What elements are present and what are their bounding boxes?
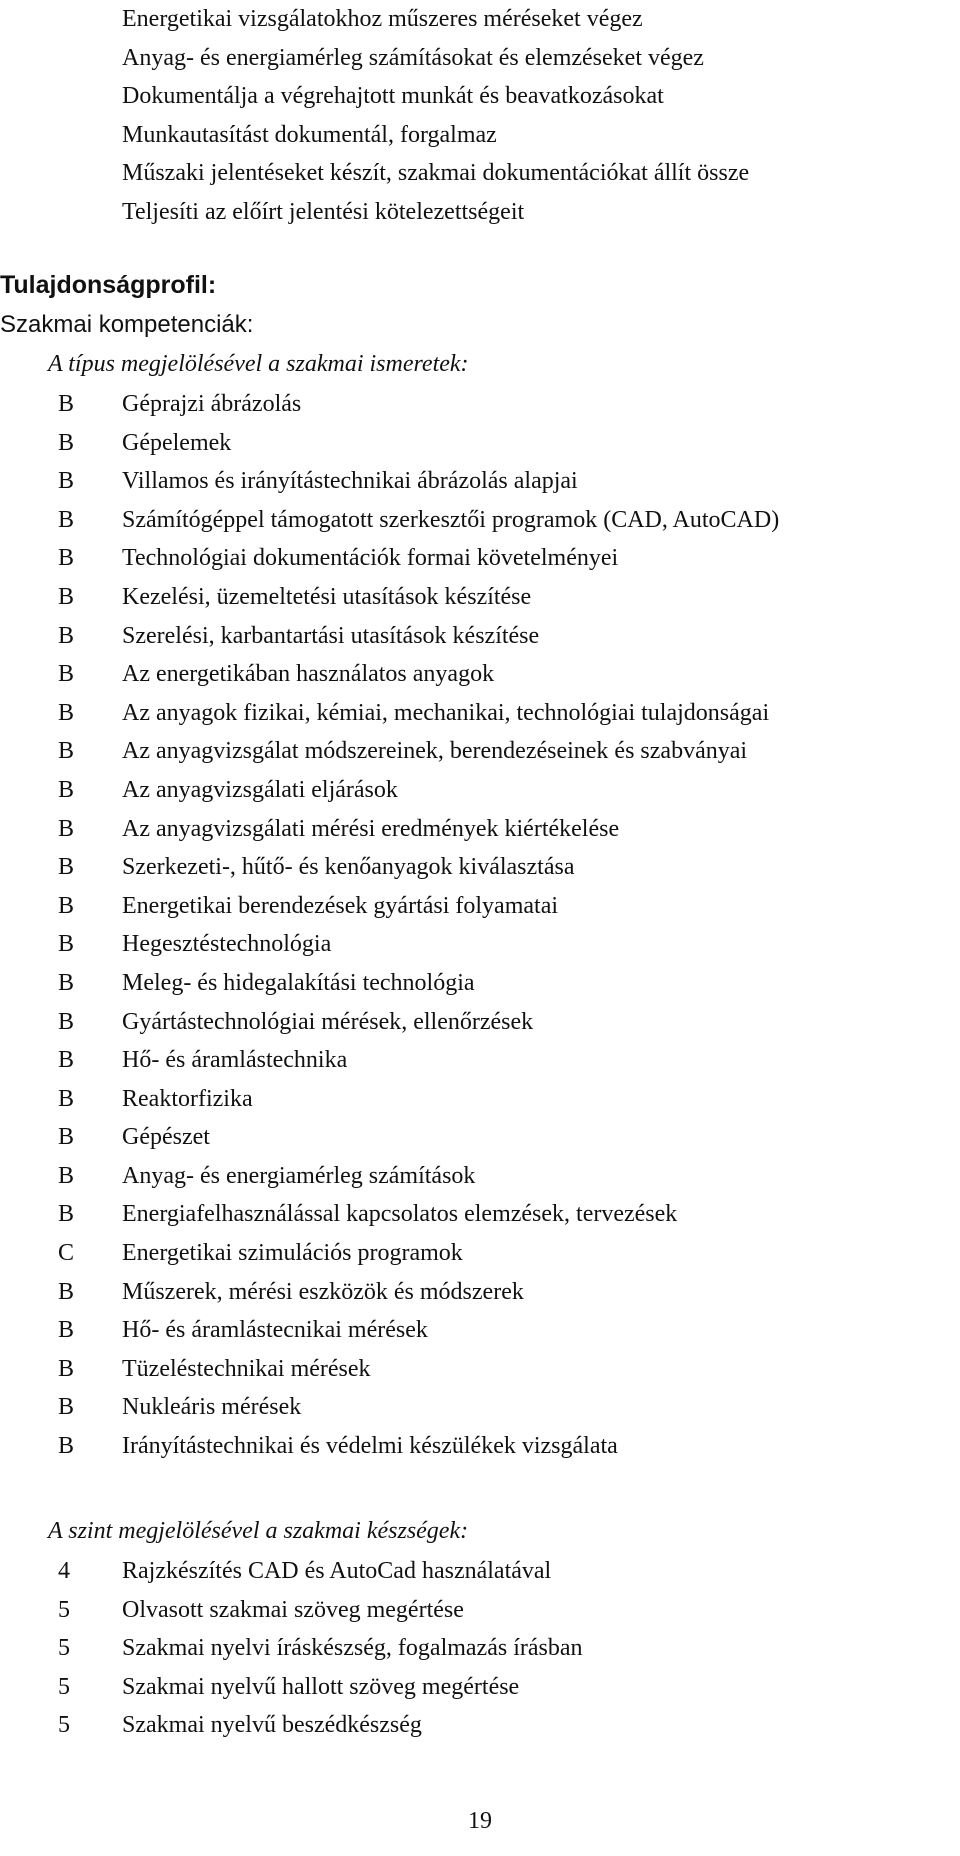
knowledge-text: Gépelemek [122,429,232,456]
knowledge-code: B [58,506,75,533]
knowledge-text: Hő- és áramlástecnikai mérések [122,1317,428,1344]
knowledge-code: B [58,1085,75,1112]
knowledge-code: B [58,429,75,456]
knowledge-item [0,848,960,887]
knowledge-text: Hő- és áramlástechnika [122,1047,348,1074]
knowledge-section-title: A típus megjelölésével a szakmai ismeretek: [48,351,469,377]
knowledge-item [0,964,960,1003]
knowledge-code: B [58,1047,75,1074]
knowledge-code: B [58,1124,75,1151]
profile-heading: Tulajdonságprofil: [0,271,217,299]
skill-text: Szakmai nyelvű hallott szöveg megértése [122,1673,520,1700]
skill-level: 4 [58,1558,70,1584]
knowledge-text: Kezelési, üzemeltetési utasítások készítése [122,583,532,610]
knowledge-text: Gépészet [122,1124,210,1151]
knowledge-text: Az anyagok fizikai, kémiai, mechanikai, technológiai tulajdonságai [122,699,770,726]
intro-line: Műszaki jelentéseket készít, szakmai dokumentációkat állít össze [122,160,750,187]
knowledge-item [0,1311,960,1350]
knowledge-code: C [58,1240,75,1267]
knowledge-code: B [58,1355,75,1382]
knowledge-item [0,655,960,694]
intro-line: Energetikai vizsgálatokhoz műszeres méréseket végez [122,6,643,32]
knowledge-item [0,617,960,656]
knowledge-code: B [58,583,75,610]
knowledge-text: Tüzeléstechnikai mérések [122,1355,371,1382]
knowledge-text: Reaktorfizika [122,1085,253,1112]
knowledge-item [0,1234,960,1273]
intro-line: Munkautasítást dokumentál, forgalmaz [122,121,497,148]
knowledge-code: B [58,1317,75,1344]
skill-item [0,1552,960,1591]
knowledge-text: Az anyagvizsgálati mérési eredmények kiértékelése [122,815,620,842]
knowledge-item [0,694,960,733]
page-number: 19 [468,1808,492,1834]
knowledge-code: B [58,1201,75,1228]
knowledge-item [0,1157,960,1196]
knowledge-code: B [58,1394,75,1421]
knowledge-item [0,1350,960,1389]
knowledge-item [0,424,960,463]
knowledge-code: B [58,738,75,765]
knowledge-code: B [58,699,75,726]
knowledge-item [0,1273,960,1312]
knowledge-text: Irányítástechnikai és védelmi készülékek vizsgálata [122,1433,618,1460]
knowledge-item [0,732,960,771]
knowledge-item [0,1118,960,1157]
knowledge-item [0,1080,960,1119]
skill-item [0,1668,960,1707]
knowledge-code: B [58,892,75,919]
skill-level: 5 [58,1635,70,1662]
knowledge-code: B [58,969,75,996]
knowledge-text: Meleg- és hidegalakítási technológia [122,969,475,996]
knowledge-code: B [58,815,75,842]
knowledge-item [0,1427,960,1466]
skill-text: Szakmai nyelvi íráskészség, fogalmazás írásban [122,1635,583,1662]
knowledge-text: Számítógéppel támogatott szerkesztői programok (CAD, AutoCAD) [122,506,780,533]
knowledge-text: Nukleáris mérések [122,1394,302,1421]
skills-section-title: A szint megjelölésével a szakmai készségek: [48,1518,469,1544]
knowledge-code: B [58,776,75,803]
knowledge-text: Energetikai berendezések gyártási folyamatai [122,892,559,919]
knowledge-item [0,462,960,501]
knowledge-code: B [58,854,75,881]
knowledge-code: B [58,1278,75,1305]
knowledge-code: B [58,545,75,572]
skill-item [0,1706,960,1745]
knowledge-item [0,810,960,849]
knowledge-text: Anyag- és energiamérleg számítások [122,1162,476,1189]
knowledge-code: B [58,1433,75,1460]
profile-subheading: Szakmai kompetenciák: [0,311,254,338]
knowledge-code: B [58,931,75,958]
knowledge-code: B [58,391,75,417]
knowledge-list [0,385,960,1466]
knowledge-item [0,771,960,810]
knowledge-code: B [58,622,75,649]
knowledge-text: Szerkezeti-, hűtő- és kenőanyagok kiválasztása [122,854,575,881]
knowledge-text: Az anyagvizsgálat módszereinek, berendezéseinek és szabványai [122,738,748,765]
skill-level: 5 [58,1596,70,1623]
knowledge-item [0,1388,960,1427]
knowledge-text: Energiafelhasználással kapcsolatos elemzések, tervezések [122,1201,678,1228]
knowledge-text: Energetikai szimulációs programok [122,1240,463,1267]
knowledge-code: B [58,661,75,688]
knowledge-text: Az energetikában használatos anyagok [122,661,495,688]
skills-list [0,1552,960,1745]
knowledge-text: Szerelési, karbantartási utasítások készítése [122,622,540,649]
knowledge-item [0,501,960,540]
knowledge-text: Műszerek, mérési eszközök és módszerek [122,1278,524,1305]
knowledge-text: Technológiai dokumentációk formai követelményei [122,545,619,572]
knowledge-text: Hegesztéstechnológia [122,931,332,958]
knowledge-item [0,925,960,964]
knowledge-item [0,578,960,617]
skill-text: Rajzkészítés CAD és AutoCad használatával [122,1558,552,1584]
knowledge-text: Villamos és irányítástechnikai ábrázolás alapjai [122,468,578,495]
knowledge-text: Gyártástechnológiai mérések, ellenőrzések [122,1008,534,1035]
knowledge-item [0,539,960,578]
intro-line: Anyag- és energiamérleg számításokat és elemzéseket végez [122,44,704,71]
knowledge-code: B [58,468,75,495]
knowledge-text: Géprajzi ábrázolás [122,391,302,417]
intro-line: Teljesíti az előírt jelentési kötelezettségeit [122,198,525,225]
intro-list [0,0,960,232]
skill-text: Olvasott szakmai szöveg megértése [122,1596,464,1623]
knowledge-code: B [58,1008,75,1035]
knowledge-item [0,1041,960,1080]
intro-line: Dokumentálja a végrehajtott munkát és beavatkozásokat [122,83,664,110]
knowledge-item [0,887,960,926]
knowledge-text: Az anyagvizsgálati eljárások [122,776,398,803]
skill-item [0,1629,960,1668]
knowledge-item [0,1195,960,1234]
knowledge-item [0,385,960,424]
skill-text: Szakmai nyelvű beszédkészség [122,1712,422,1739]
skill-level: 5 [58,1673,70,1700]
skill-level: 5 [58,1712,70,1739]
skill-item [0,1591,960,1630]
knowledge-item [0,1003,960,1042]
knowledge-code: B [58,1162,75,1189]
